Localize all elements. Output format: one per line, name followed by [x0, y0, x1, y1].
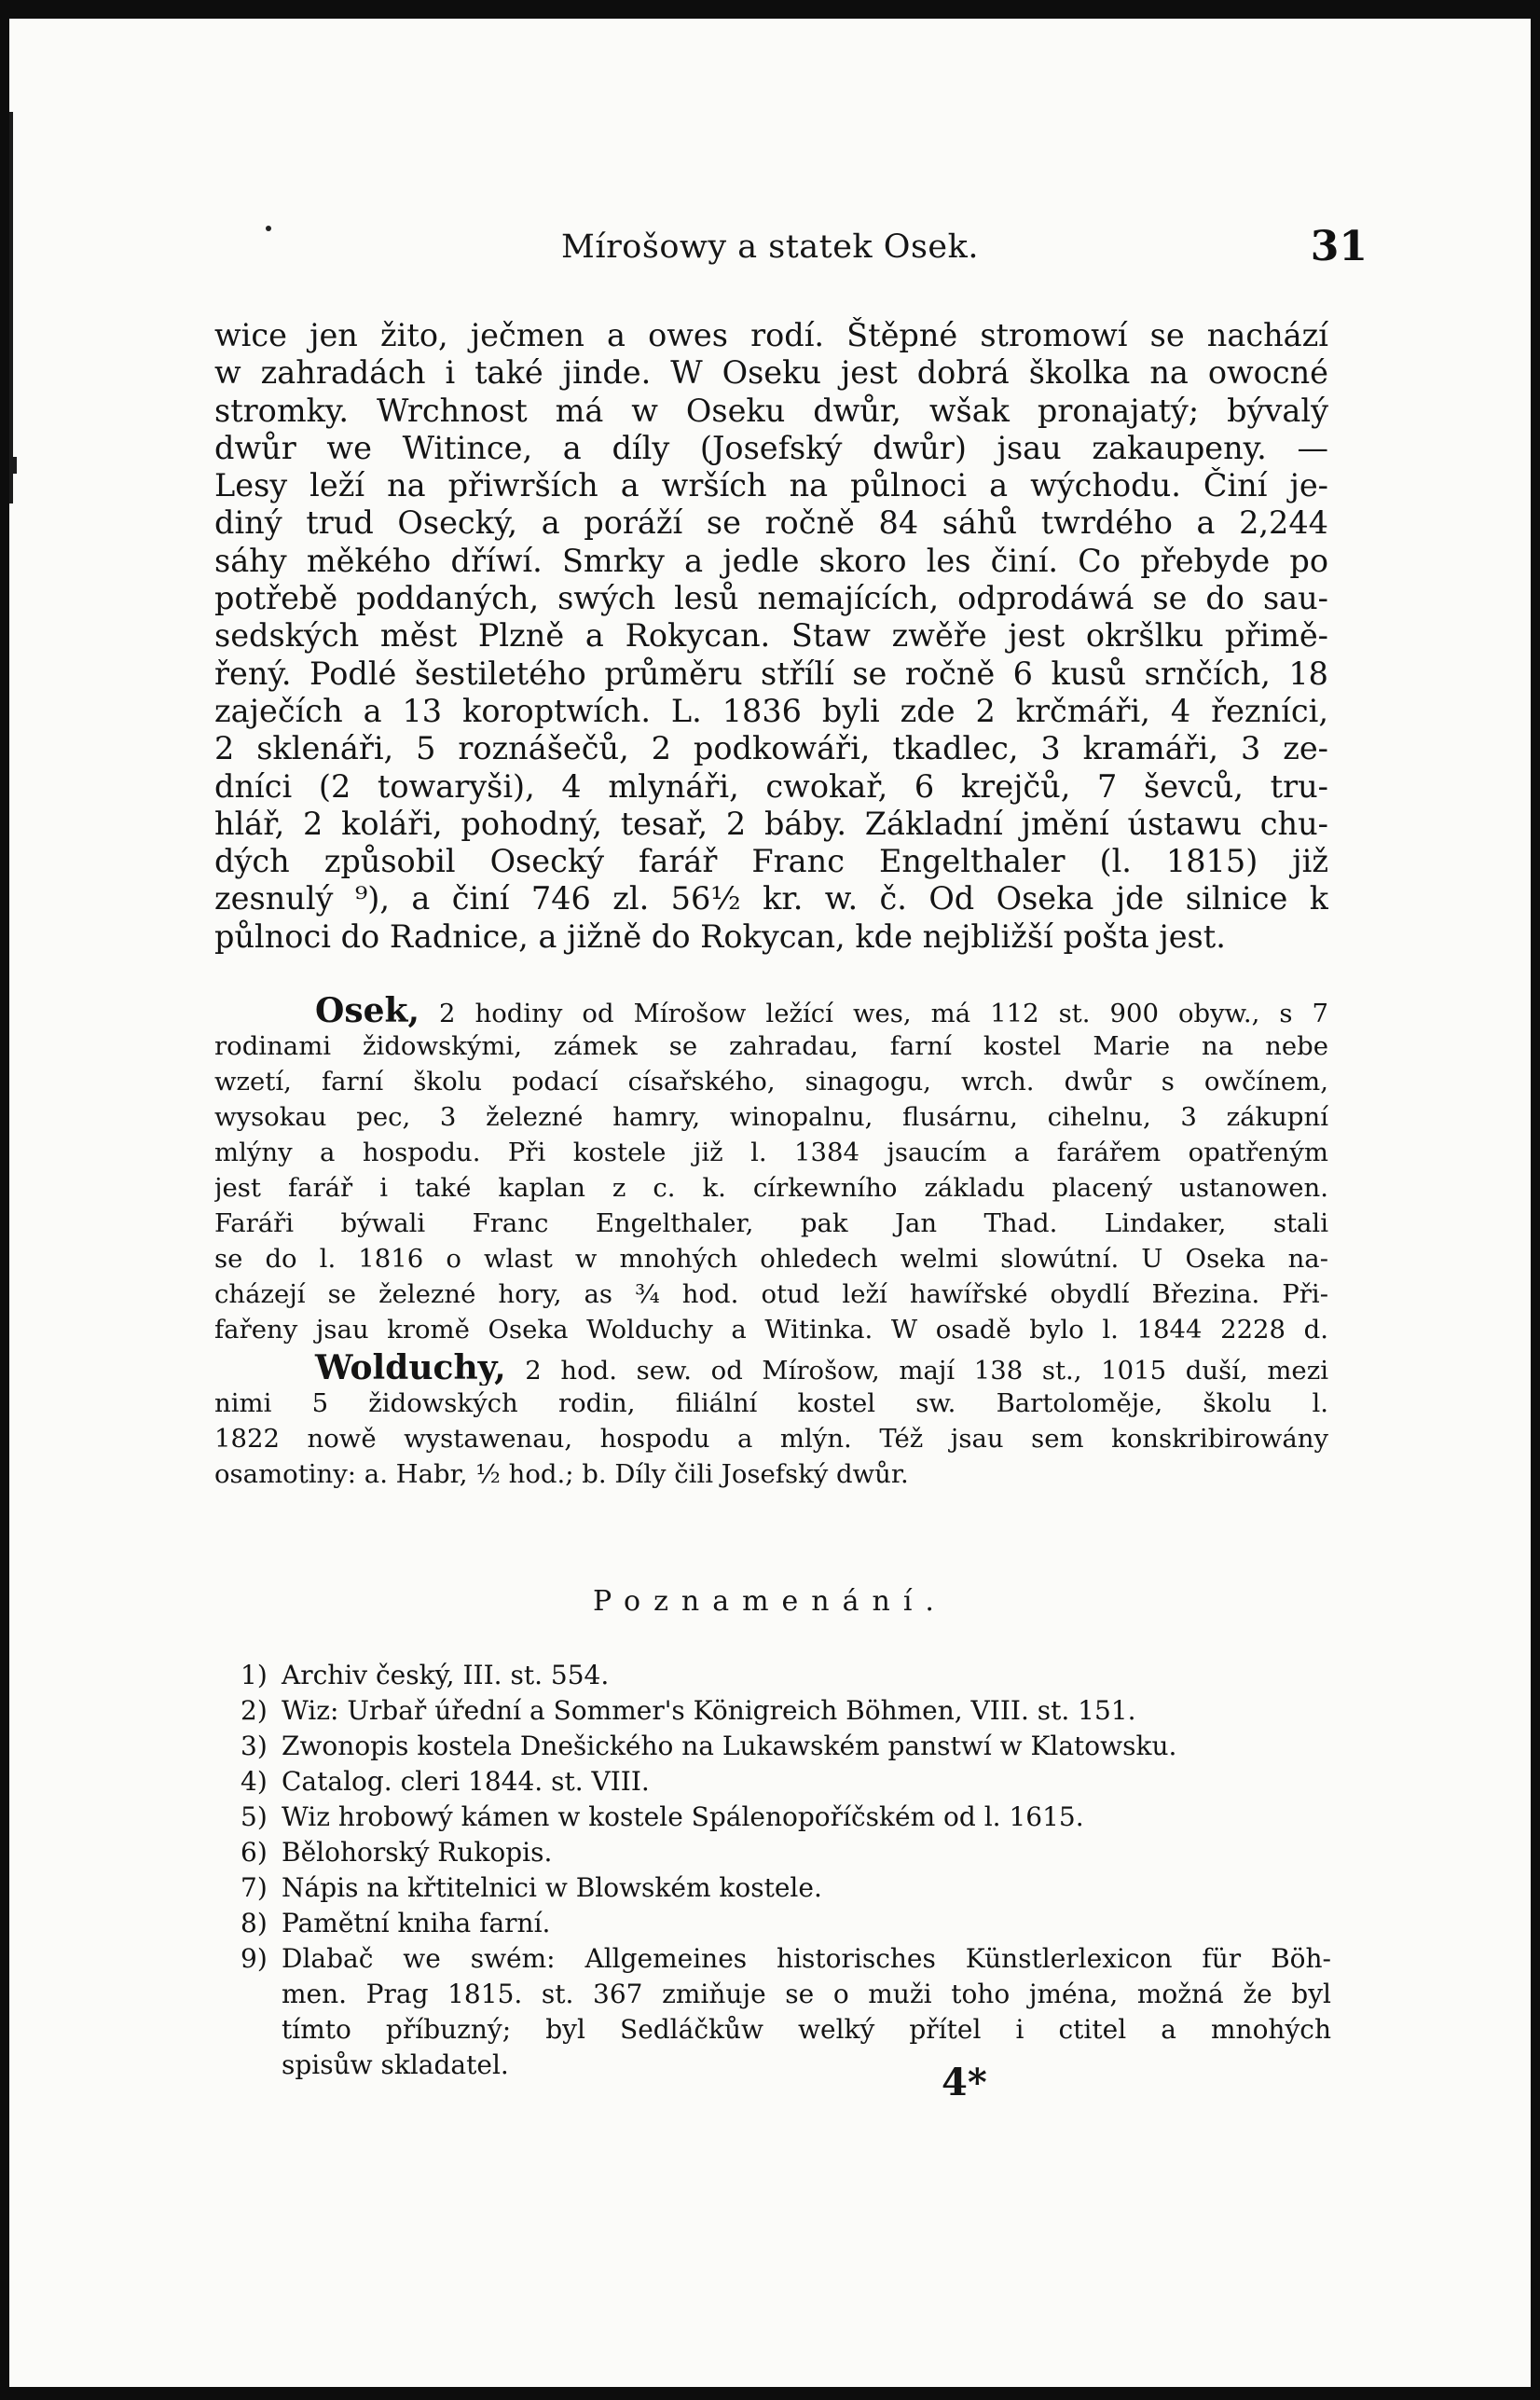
text-line: Lesy leží na přiwrších a wrších na půlnoci a wýchodu. Činí je-	[214, 467, 1328, 504]
footnote-text: Bělohorský Rukopis.	[282, 1837, 553, 1868]
footnote-line: tímto příbuzný; byl Sedláčkůw welký přítel i ctitel a mnohých	[282, 2014, 1331, 2045]
text-line: sedských měst Plzně a Rokycan. Staw zwěře jest okršlku přimě-	[214, 617, 1328, 655]
footnote-line: Dlabač we swém: Allgemeines historisches Künstlerlexicon für Böh-	[282, 1943, 1331, 1974]
osek-entry	[214, 993, 1328, 1347]
footnote	[241, 1870, 1331, 1906]
footnote	[241, 1764, 1331, 1800]
text-line: wysokau pec, 3 železné hamry, winopalnu, flusárnu, cihelnu, 3 zákupní	[214, 1102, 1328, 1132]
text-line: jest farář i také kaplan z c. k. církewního základu placený ustanowen.	[214, 1173, 1328, 1203]
footnote	[241, 1658, 1331, 1693]
footnote-text: Wiz: Urbař úřední a Sommer's Königreich Böhmen, VIII. st. 151.	[282, 1695, 1136, 1726]
footnote	[241, 1906, 1331, 1941]
running-header	[9, 223, 1531, 284]
footnote-number: 6)	[241, 1837, 268, 1868]
binding-edge-notch	[9, 457, 17, 474]
text-line: sáhy měkého dříwí. Smrky a jedle skoro les činí. Co přebyde po	[214, 542, 1328, 579]
footnote-text: Nápis na křtitelnici w Blowském kostele.	[282, 1872, 822, 1903]
text-line: hlář, 2 koláři, pohodný, tesař, 2 báby. Základní jmění ústawu chu-	[214, 805, 1328, 842]
book-page	[9, 19, 1531, 2387]
text-line: wice jen žito, ječmen a owes rodí. Štěpné stromowí se nachází	[214, 317, 1328, 353]
text-line: řený. Podlé šestiletého průměru střílí se ročně 6 kusů srnčích, 18	[214, 655, 1328, 692]
footnote-text: Catalog. cleri 1844. st. VIII.	[282, 1766, 650, 1797]
footnote	[241, 1941, 1331, 2083]
text-line: zaječích a 13 koroptwích. L. 1836 byli zde 2 krčmáři, 4 řezníci,	[214, 692, 1328, 729]
page-number: 31	[1310, 223, 1368, 270]
text-line: dých způsobil Osecký farář Franc Engelthaler (l. 1815) již	[214, 843, 1328, 880]
header-title: Mírošowy a statek Osek.	[561, 228, 979, 266]
text-line: dníci (2 towaryši), 4 mlynáři, cwokař, 6 krejčů, 7 ševců, tru-	[214, 767, 1328, 805]
wolduchy-entry	[214, 1350, 1328, 1492]
main-paragraph	[214, 317, 1328, 956]
text-line: rodinami židowskými, zámek se zahradau, farní kostel Marie na nebe	[214, 1031, 1328, 1061]
footnote	[241, 1693, 1331, 1729]
text-line: wzetí, farní školu podací císařského, sinagogu, wrch. dwůr s owčínem,	[214, 1067, 1328, 1097]
text-line: 1822 nowě wystawenau, hospodu a mlýn. Též jsau sem konskribirowány	[214, 1424, 1328, 1454]
text-line	[214, 993, 1328, 1028]
text-line: Faráři býwali Franc Engelthaler, pak Jan Thad. Lindaker, stali	[214, 1208, 1328, 1238]
footnote-number: 3)	[241, 1731, 268, 1761]
footnote-text: Zwonopis kostela Dnešického na Lukawském panstwí w Klatowsku.	[282, 1731, 1177, 1761]
text-line: 2 sklenáři, 5 roznášečů, 2 podkowáři, tkadlec, 3 kramáři, 3 ze-	[214, 730, 1328, 767]
text-line: zesnulý ⁹), a činí 746 zl. 56½ kr. w. č. Od Oseka jde silnice k	[214, 880, 1328, 917]
footnote-number: 1)	[241, 1660, 268, 1690]
footnote-number: 9)	[241, 1943, 268, 1974]
footnotes-list	[241, 1658, 1331, 2083]
footnote-text: Pamětní kniha farní.	[282, 1908, 551, 1938]
footnote-text: Archiv český, III. st. 554.	[282, 1660, 610, 1690]
entry-lead-osek: Osek,	[315, 993, 420, 1028]
binding-edge-mark	[9, 112, 13, 503]
entry-text: 2 hod. sew. od Mírošow, mají 138 st., 1015 duší, mezi	[525, 1356, 1328, 1386]
text-line: mlýny a hospodu. Při kostele již l. 1384 jsaucím a farářem opatřeným	[214, 1138, 1328, 1167]
text-line: dwůr we Witince, a díly (Josefský dwůr) jsau zakaupeny. —	[214, 429, 1328, 466]
footnote-number: 4)	[241, 1766, 268, 1797]
entry-lead-wolduchy: Wolduchy,	[315, 1350, 506, 1386]
text-line: fařeny jsau kromě Oseka Wolduchy a Witinka. W osadě bylo l. 1844 2228 d.	[214, 1315, 1328, 1345]
footnote	[241, 1729, 1331, 1764]
text-line: diný trud Osecký, a poráží se ročně 84 sáhů twrdého a 2,244	[214, 504, 1328, 542]
entry-text: 2 hodiny od Mírošow ležící wes, má 112 st. 900 obyw., s 7	[439, 999, 1328, 1028]
text-line: stromky. Wrchnost má w Oseku dwůr, wšak pronajatý; bývalý	[214, 392, 1328, 429]
footnote-text	[282, 1941, 1331, 2083]
text-line: nimi 5 židowských rodin, filiální kostel sw. Bartoloměje, školu l.	[214, 1388, 1328, 1418]
text-line: potřebě poddaných, swých lesů nemajících, odprodáwá se do sau-	[214, 580, 1328, 617]
text-line: půlnoci do Radnice, a jižně do Rokycan, kde nejbližší pošta jest.	[214, 917, 1226, 955]
footnote-line: men. Prag 1815. st. 367 zmiňuje se o muži toho jména, možná že byl	[282, 1979, 1331, 2009]
footnote	[241, 1800, 1331, 1835]
text-line	[214, 1350, 1328, 1386]
text-line: osamotiny: a. Habr, ½ hod.; b. Díly čili Josefský dwůr.	[214, 1459, 909, 1489]
text-line: w zahradách i také jinde. W Oseku jest dobrá školka na owocné	[214, 354, 1328, 392]
footnote-number: 2)	[241, 1695, 268, 1726]
footnote	[241, 1835, 1331, 1870]
footnote-number: 8)	[241, 1908, 268, 1938]
footnote-number: 5)	[241, 1801, 268, 1832]
footnote-text: Wiz hrobowý kámen w kostele Spálenopoříčském od l. 1615.	[282, 1801, 1084, 1832]
notes-title: Poznamenání.	[593, 1585, 947, 1618]
text-line: se do l. 1816 o wlast w mnohých ohledech welmi slowútní. U Oseka na-	[214, 1244, 1328, 1274]
footnote-line: spisůw skladatel.	[282, 2049, 509, 2080]
text-line: cházejí se železné hory, as ¾ hod. otud leží hawířské obydlí Březina. Při-	[214, 1279, 1328, 1309]
signature-mark: 4*	[942, 2061, 987, 2104]
footnote-number: 7)	[241, 1872, 268, 1903]
